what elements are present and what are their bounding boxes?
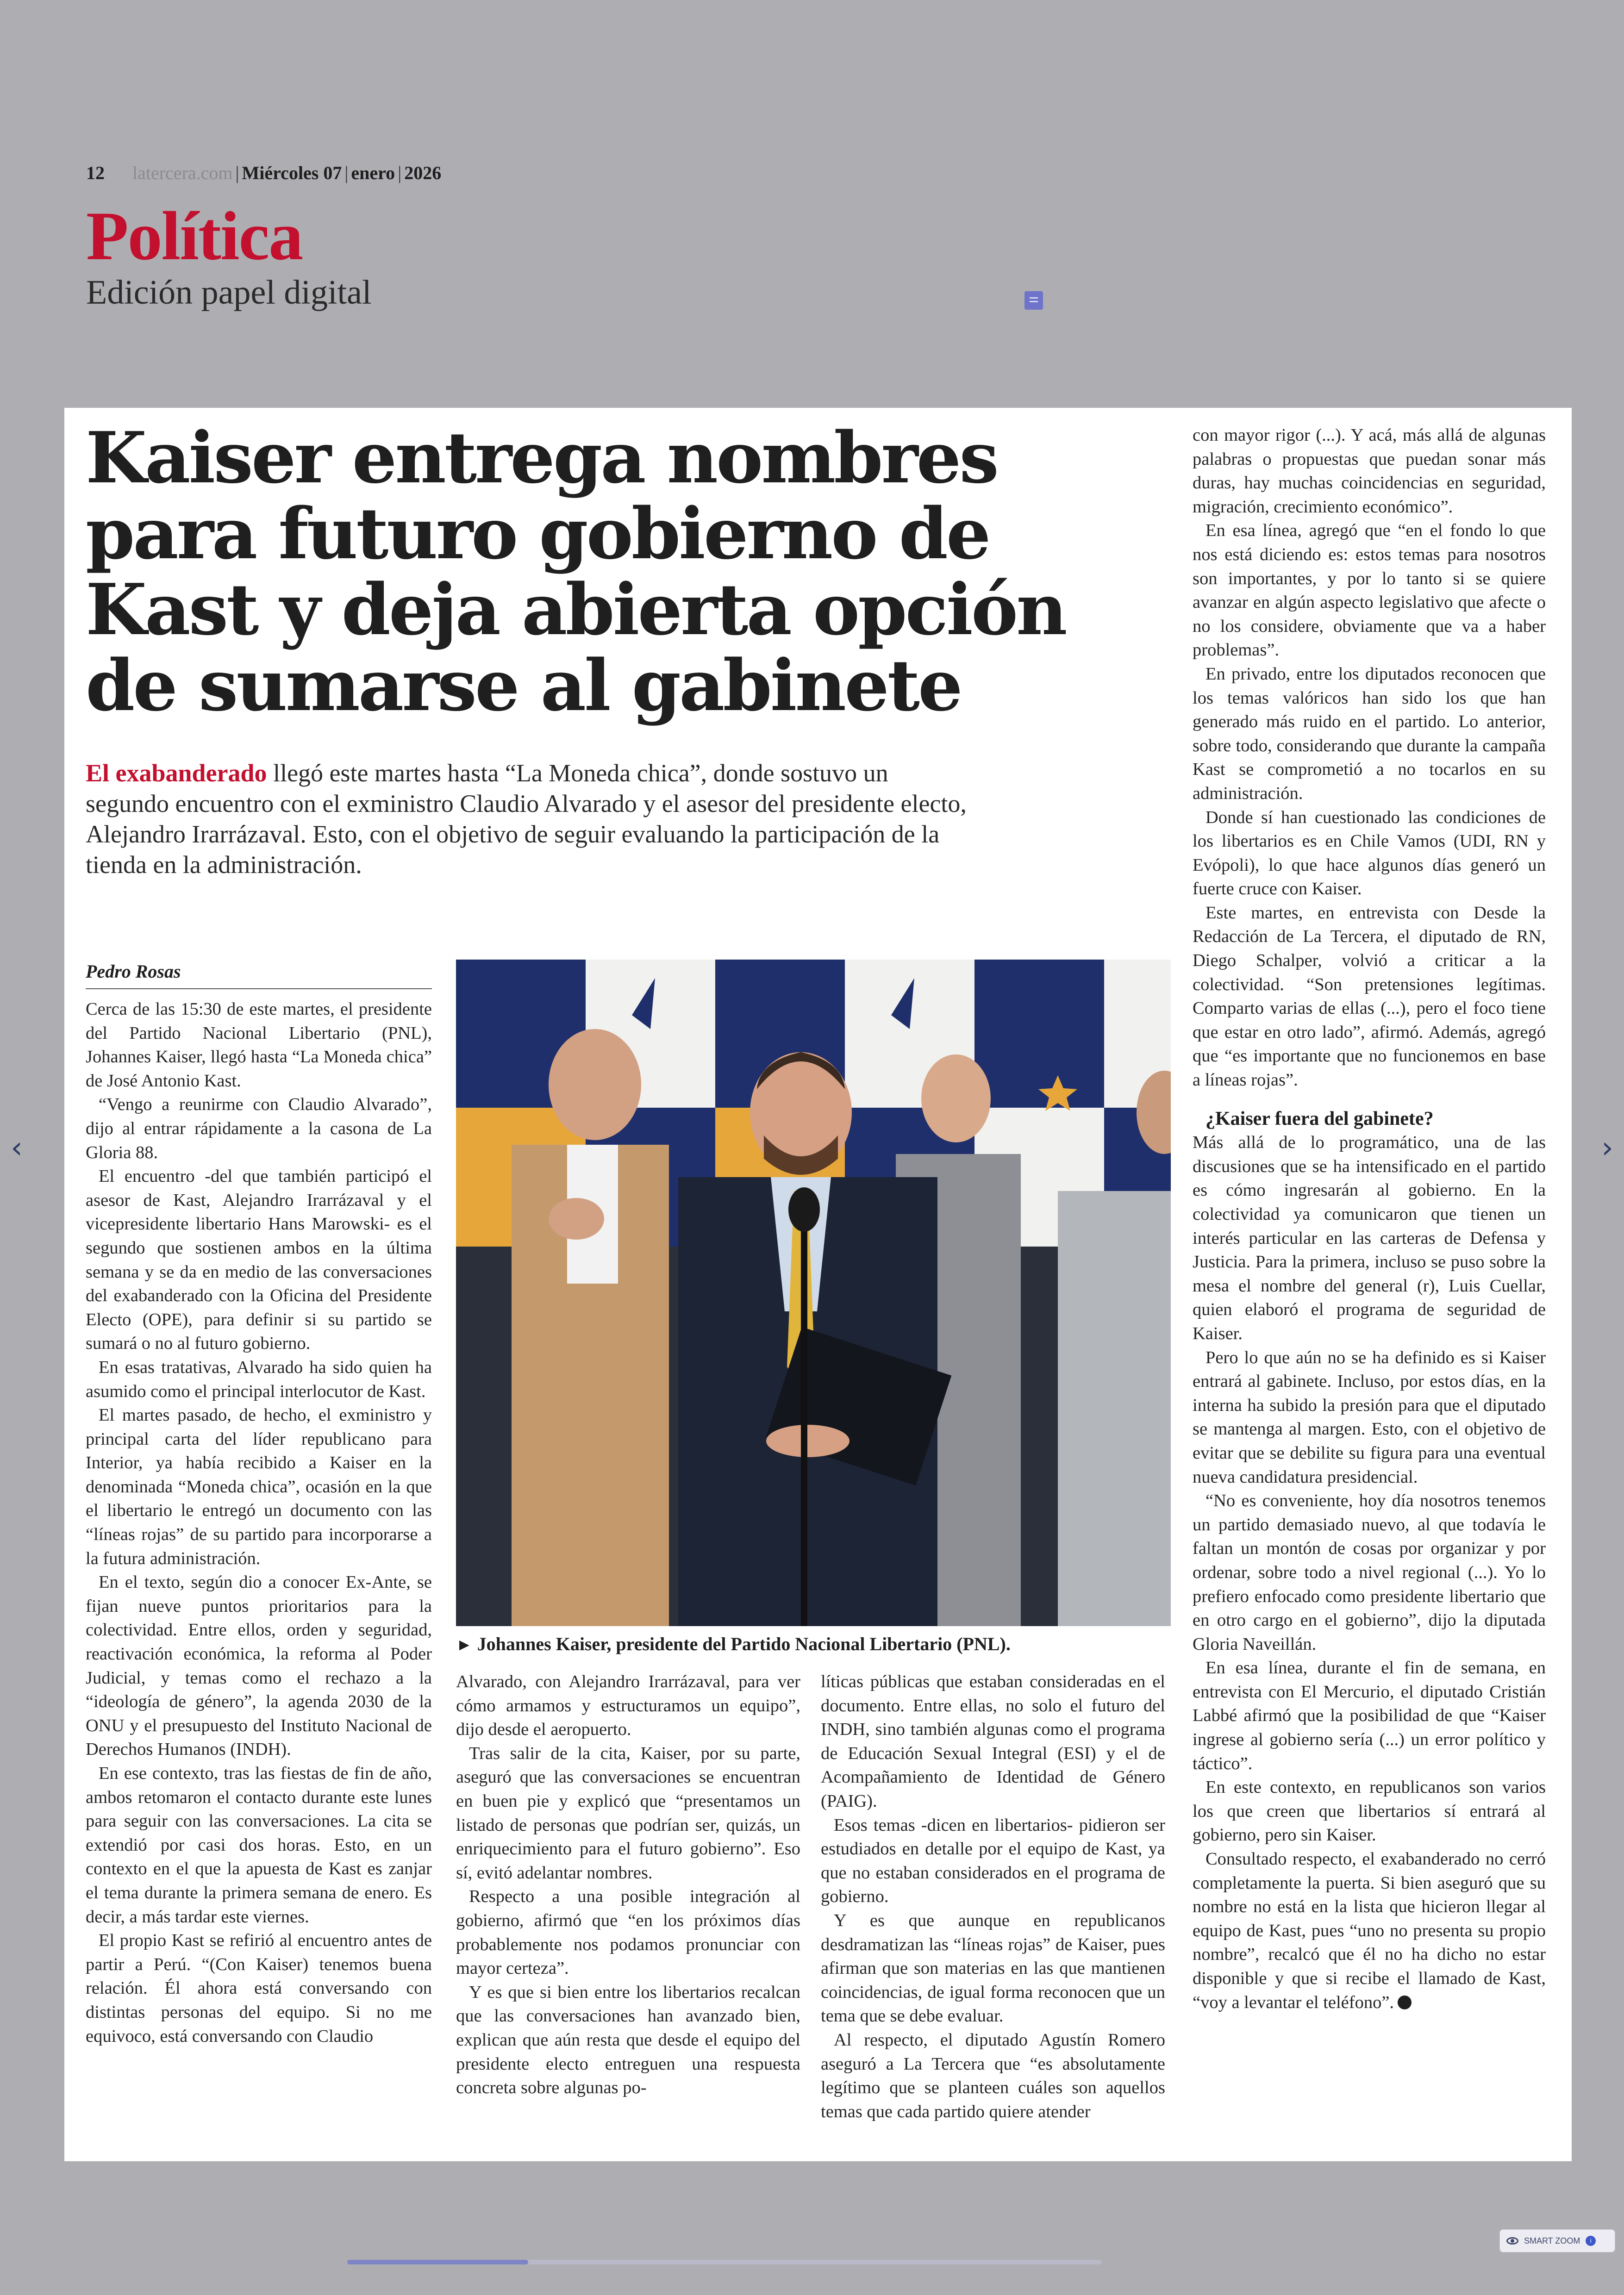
page-scrollbar-thumb[interactable] [347,2260,528,2264]
issue-meta: 12 latercera.com | Miércoles 07 | enero | 2026 [86,162,442,183]
paragraph: Al respecto, el diputado Agustín Romero aseguró a La Tercera que “es absolutamente legítimo que se planteen cuáles son aquellos temas que cada partido quiere atender [821,2030,1165,2121]
paragraph: Más allá de lo programático, una de las discusiones que se ha intensificado en el partido es cómo ingresarán al gobierno. En la colectividad ya comunicaron que tienen un interés particular en las carteras de Defensa y Justicia. Para la primera, incluso se puso sobre la mesa el nombre del general (r), Luis Cuellar, quien elaboró el programa de seguridad de Kaiser. [1193,1133,1546,1343]
note-icon[interactable] [1024,291,1043,310]
paragraph: Esos temas -dicen en libertarios- pidieron ser estudiados en detalle por el equipo de Kast, ya que no estaban considerados en el programa de gobierno. [821,1815,1165,1907]
paragraph: “No es conveniente, hoy día nosotros tenemos un partido demasiado nuevo, al que todavía le faltan un montón de cosas por organizar y por ordenar, sobre todo a nivel regional (...). Yo lo prefiero enfocado como presidente libertario que en otro cargo en el gobierno”, dijo la diputada Gloria Naveillán. [1193,1491,1546,1654]
paragraph: En esa línea, durante el fin de semana, en entrevista con El Mercurio, el diputado Cristián Labbé afirmó que la posibilidad de que “Kaiser ingrese al gobierno sería (...) un error político y táctico”. [1193,1658,1546,1773]
article-photo [456,960,1171,1626]
smart-zoom-label: SMART ZOOM [1524,2236,1580,2245]
paragraph: Tras salir de la cita, Kaiser, por su parte, aseguró que las conversaciones se encuentran en buen pie y explicó que “presentamos un listado de personas que podrían ser, quizás, un enriquecimiento para el futuro gobierno”. Eso sí, evitó adelantar nombres. [456,1743,800,1883]
article-lead [86,758,974,880]
page-number: 12 [86,162,105,183]
paragraph: En esa línea, agregó que “en el fondo lo que nos está diciendo es: estos temas para nosotros son importantes, y por lo tanto si se quiere avanzar en algún aspecto legislativo que afecte o no los considere, obviamente que va a haber problemas”. [1193,521,1546,660]
next-page-button[interactable]: › [1593,1125,1621,1171]
paragraph: Pero lo que aún no se ha definido es si Kaiser entrará al gabinete. Incluso, por estos días, en la interna ha subido la presión para que el diputado se mantenga al margen. Esto, con el objetivo de evitar que se debilite su figura para una eventual nueva candidatura presidencial. [1193,1347,1546,1487]
photo-caption: ► Johannes Kaiser, presidente del Partido Nacional Libertario (PNL). [456,1634,1011,1654]
paragraph: Y es que si bien entre los libertarios recalcan que las conversaciones han avanzado bien, explican que aún resta que desde el equipo del presidente electo entreguen una respuesta concreta sobre algunas po- [456,1982,800,2098]
paragraph: El martes pasado, de hecho, el exministro y principal carta del líder republicano para Interior, ya había recibido a Kaiser en la denominada “Moneda chica”, ocasión en la que el libertario le entregó un documento con las “líneas rojas” de su partido para incorporarse a la futura administración. [86,1405,432,1568]
paragraph: Donde sí han cuestionado las condiciones de los libertarios es en Chile Vamos (UDI, RN y Evópoli), lo que hace algunos días generó un fuerte cruce con Kaiser. [1193,807,1546,899]
photo-caption-text: Johannes Kaiser, presidente del Partido Nacional Libertario (PNL). [477,1634,1011,1654]
paragraph [1193,1847,1546,2014]
lead-text: llegó este martes hasta “La Moneda chica”, donde sostuvo un segundo encuentro con el exministro Claudio Alvarado y el asesor del presidente electo, Alejandro Irarrázaval. Esto, con el objetivo de seguir evaluando la participación de la tienda en la administración. [86,759,967,879]
newspaper-page [64,408,1572,2161]
paragraph: con mayor rigor (...). Y acá, más allá de algunas palabras o propuestas que puedan sonar más duras, hay muchas coincidencias en seguridad, migración, crecimiento económico”. [1193,425,1546,517]
author-byline: Pedro Rosas [86,960,432,989]
end-mark-icon [1398,1996,1412,2009]
section-title: Política [86,198,303,274]
article-subhead: ¿Kaiser fuera del gabinete? [1206,1108,1434,1129]
paragraph: En el texto, según dio a conocer Ex-Ante, se fijan nueve puntos prioritarios para la colectividad. Entre ellos, orden y seguridad, reactivación económica, la reforma al Poder Judicial, y temas como el rechazo a la “ideología de género”, la agenda 2030 de la ONU y el presupuesto del Instituto Nacional de Derechos Humanos (INDH). [86,1572,432,1759]
issue-month: enero [351,162,395,183]
paragraph: Y es que aunque en republicanos desdramatizan las “líneas rojas” de Kaiser, pues afirman que son materias en las que mantienen coincidencias, de igual forma reconocen que un tema que se debe evaluar. [821,1910,1165,2026]
text-column-3 [821,1670,1165,2124]
paragraph: En este contexto, en republicanos son varios los que creen que libertarios sí entrará al gobierno, pero sin Kaiser. [1193,1777,1546,1845]
paragraph: El propio Kast se refirió al encuentro antes de partir a Perú. “(Con Kaiser) tenemos buena relación. Él ahora está conversando con distintas personas del equipo. Si no me equivoco, está conversando con Claudio [86,1931,432,2046]
info-badge-icon: i [1586,2236,1596,2246]
text-column-1 [86,998,432,2048]
issue-day: Miércoles 07 [242,162,342,183]
issue-year: 2026 [404,162,442,183]
smart-zoom-button[interactable] [1499,2229,1615,2252]
paragraph: “Vengo a reunirme con Claudio Alvarado”, dijo al entrar rápidamente a la casona de La Gloria 88. [86,1095,432,1162]
paragraph: líticas públicas que estaban consideradas en el documento. Entre ellas, no solo el futuro del INDH, sino también algunas como el programa de Educación Sexual Integral (ESI) y el de Acompañamiento de Identidad de Género (PAIG). [821,1672,1165,1811]
lead-kicker: El exabanderado [86,759,267,787]
text-column-4 [1193,424,1546,2014]
closing-paragraph-text: Consultado respecto, el exabanderado no cerró completamente la puerta. Si bien aseguró que su nombre no está en la lista que hicieron llegar al equipo de Kast, pues “uno no presenta su propio nombre”, recalcó que él no ha dicho no estar disponible y que si recibe el llamado de Kast, “voy a levantar el teléfono”. [1193,1849,1546,2012]
edition-subtitle: Edición papel digital [86,274,372,312]
paragraph: Alvarado, con Alejandro Irarrázaval, para ver cómo armamos y estructuramos un equipo”, dijo desde el aeropuerto. [456,1672,800,1740]
previous-page-button[interactable]: ‹ [3,1125,31,1171]
article-headline: Kaiser entrega nombres para futuro gobierno de Kast y deja abierta opción de sumarse al gabinete [86,416,1066,727]
paragraph: En privado, entre los diputados reconocen que los temas valóricos han sido los que han generado más ruido en el partido. Lo anterior, sobre todo, considerando que durante la campaña Kast se comprometió a no tocarlos en su administración. [1193,664,1546,803]
paragraph: Respecto a una posible integración al gobierno, afirmó que “en los próximos días probablemente nos podamos pronunciar con mayor certeza”. [456,1887,800,1978]
paragraph: En esas tratativas, Alvarado ha sido quien ha asumido como el principal interlocutor de Kast. [86,1357,432,1401]
paragraph: Este martes, en entrevista con Desde la Redacción de La Tercera, el diputado de RN, Diego Schalper, volvió a criticar a la colectividad. “Son pretensiones legítimas. Comparto varias de ellas (...), pero el foco tiene que estar en otro lado”, afirmó. Además, agregó que “es importante que no funcionemos en base a líneas rojas”. [1193,903,1546,1090]
paragraph: El encuentro -del que también participó el asesor de Kast, Alejandro Irarrázaval y el vicepresidente libertario Hans Marowski- es el segundo que sostienen ambos en la última semana y se da en medio de las conversaciones del exabanderado con la Oficina del Presidente Electo (OPE), para definir si su partido se sumará o no al futuro gobierno. [86,1166,432,1353]
paragraph: En ese contexto, tras las fiestas de fin de año, ambos retomaron el contacto durante este lunes para seguir con las conversaciones. La cita se extendió por casi dos horas. Esto, en un contexto en el que la apuesta de Kast es zanjar el tema durante la primera semana de enero. Es decir, a más tardar este viernes. [86,1764,432,1927]
text-column-2 [456,1670,800,2100]
paragraph: Cerca de las 15:30 de este martes, el presidente del Partido Nacional Libertario (PNL), Johannes Kaiser, llegó hasta “La Moneda chica” de José Antonio Kast. [86,999,432,1091]
site-name: latercera.com [132,162,233,183]
eye-icon [1506,2237,1518,2245]
